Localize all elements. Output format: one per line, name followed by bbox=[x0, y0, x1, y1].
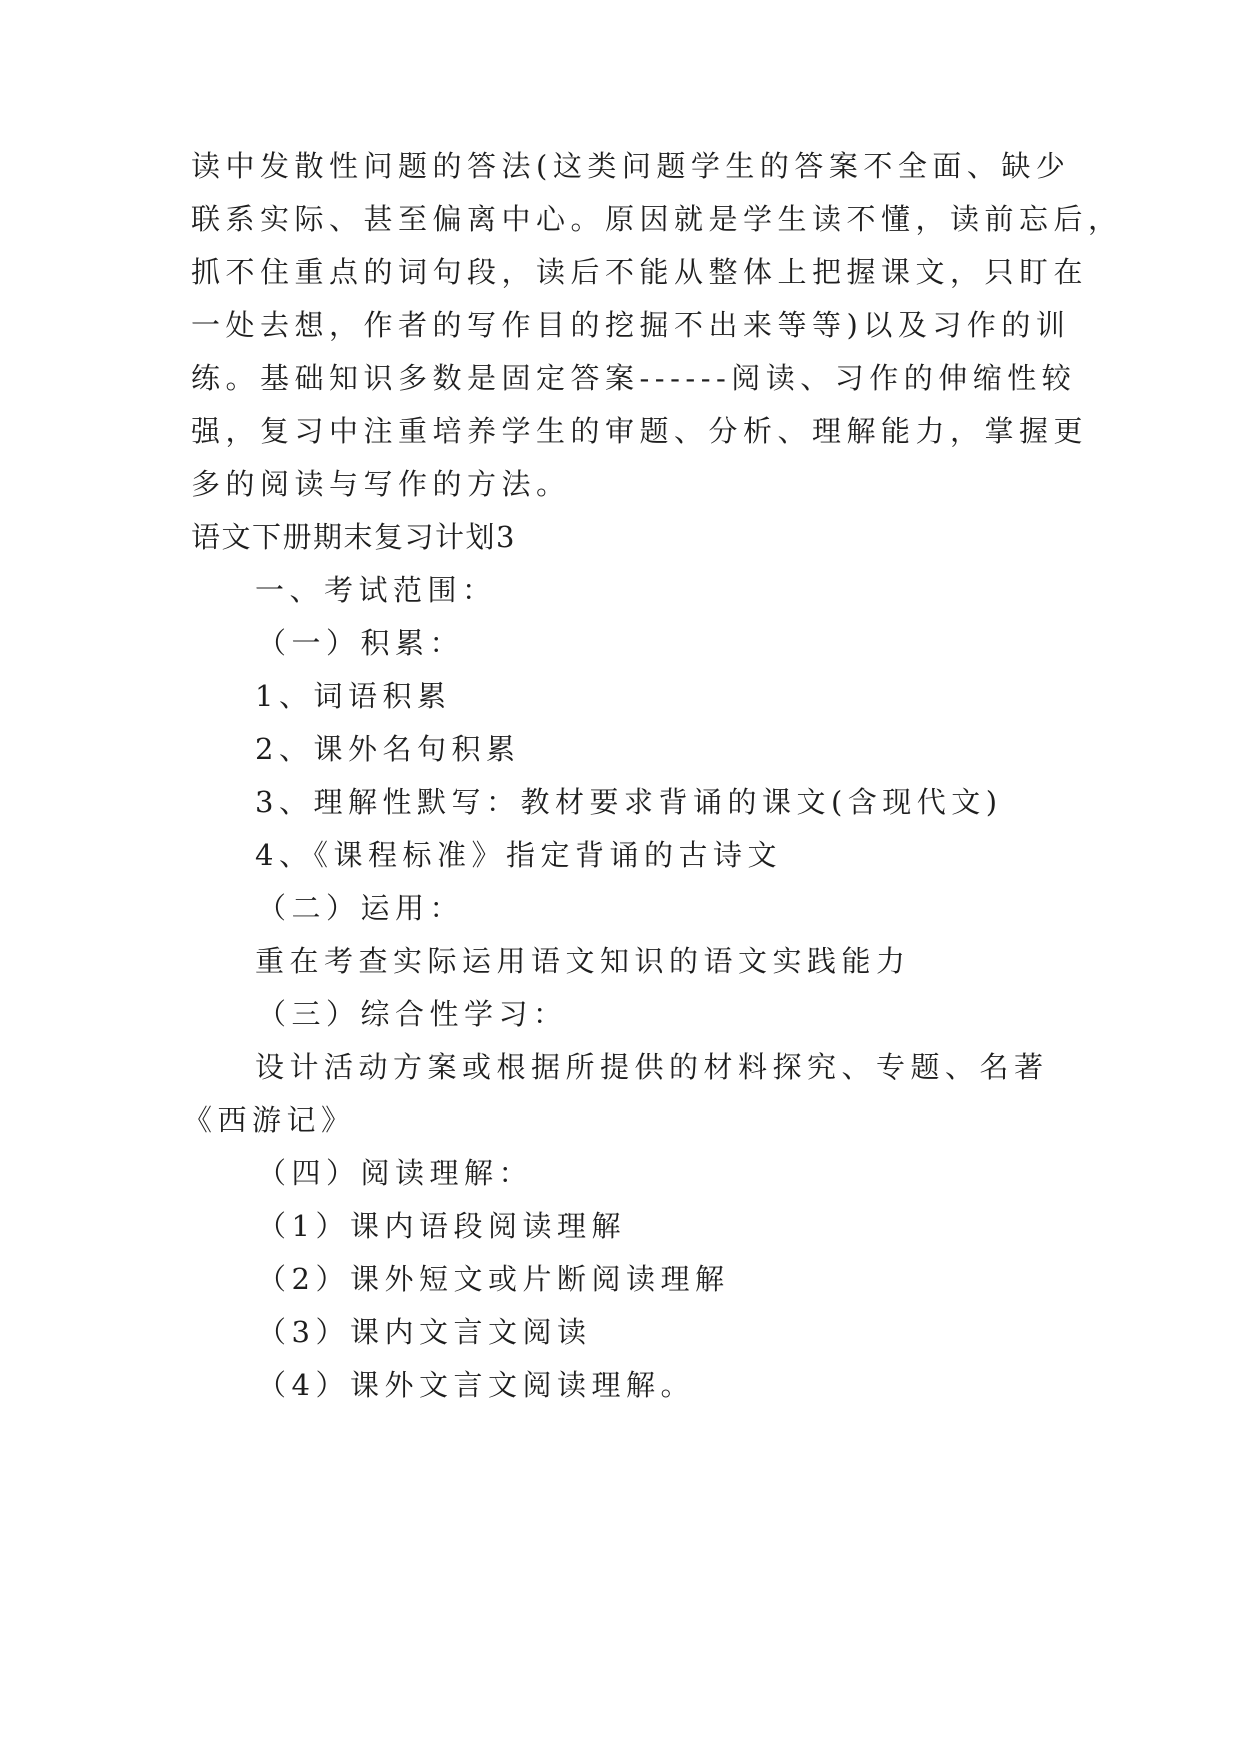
comprehensive-heading: （三）综合性学习： bbox=[257, 997, 568, 1031]
section-title: 语文下册期末复习计划3 bbox=[191, 520, 516, 554]
list-item: （3）课内文言文阅读 bbox=[257, 1315, 592, 1349]
list-item: 1、词语积累 bbox=[255, 679, 452, 713]
accumulation-heading: （一）积累： bbox=[257, 626, 465, 660]
list-item: 2、课外名句积累 bbox=[255, 732, 521, 766]
paragraph-line: 强，复习中注重培养学生的审题、分析、理解能力，掌握更 bbox=[191, 414, 1089, 448]
list-item: （1）课内语段阅读理解 bbox=[257, 1209, 626, 1243]
comprehensive-text: 设计活动方案或根据所提供的材料探究、专题、名著 bbox=[255, 1050, 1049, 1084]
list-item: 4、《课程标准》指定背诵的古诗文 bbox=[255, 838, 782, 872]
paragraph-line: 抓不住重点的词句段，读后不能从整体上把握课文，只盯在 bbox=[191, 255, 1089, 289]
list-item: 3、理解性默写：教材要求背诵的课文(含现代文) bbox=[255, 785, 1003, 819]
list-item: （4）课外文言文阅读理解。 bbox=[257, 1368, 695, 1402]
paragraph-line: 一处去想，作者的写作目的挖掘不出来等等)以及习作的训 bbox=[191, 308, 1071, 342]
list-item: （2）课外短文或片断阅读理解 bbox=[257, 1262, 730, 1296]
paragraph-line: 练。基础知识多数是固定答案------阅读、习作的伸缩性较 bbox=[191, 361, 1077, 395]
application-heading: （二）运用： bbox=[257, 891, 465, 925]
comprehensive-text-continued: 《西游记》 bbox=[183, 1103, 356, 1137]
reading-heading: （四）阅读理解： bbox=[257, 1156, 534, 1190]
paragraph-line: 联系实际、甚至偏离中心。原因就是学生读不懂，读前忘后， bbox=[191, 202, 1123, 236]
application-text: 重在考查实际运用语文知识的语文实践能力 bbox=[255, 944, 911, 978]
paragraph-line: 读中发散性问题的答法(这类问题学生的答案不全面、缺少 bbox=[191, 149, 1071, 183]
scope-heading: 一、考试范围： bbox=[255, 573, 497, 607]
paragraph-line: 多的阅读与写作的方法。 bbox=[191, 467, 571, 501]
